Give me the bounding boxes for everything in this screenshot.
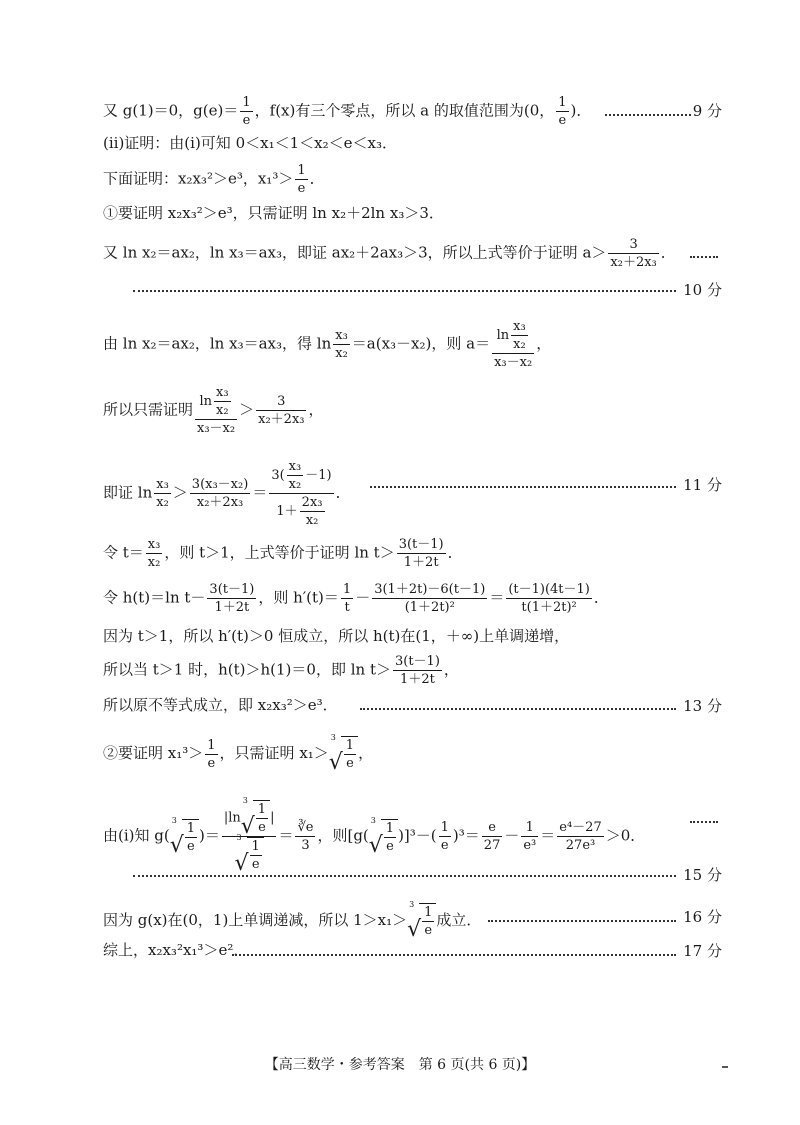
radicand xyxy=(419,903,436,939)
numerator xyxy=(269,458,333,493)
radical-sign: √ xyxy=(328,750,343,775)
numerator: 1 xyxy=(297,163,306,178)
fraction xyxy=(557,819,603,854)
ln-text: ln xyxy=(228,810,241,826)
text: ． xyxy=(660,243,676,262)
root-index: 3 xyxy=(370,815,376,825)
fraction xyxy=(222,796,277,876)
text: ＝ xyxy=(489,588,505,607)
inner-fraction xyxy=(300,494,325,529)
fraction xyxy=(608,236,658,271)
text: ＞ xyxy=(239,400,255,419)
fraction xyxy=(256,393,306,428)
text: ，则 t＞1，上式等价于证明 ln t＞ xyxy=(164,543,395,562)
line-9 xyxy=(103,536,727,571)
fraction xyxy=(295,162,307,197)
root-index: 3 xyxy=(242,796,248,805)
denominator: e xyxy=(422,921,434,939)
denominator: e xyxy=(240,111,252,129)
denominator: e xyxy=(185,837,197,855)
fraction xyxy=(341,581,353,616)
denominator: x₂ xyxy=(156,495,169,510)
denominator: e xyxy=(256,818,268,836)
radical-sign: √ xyxy=(368,832,383,858)
numerator: 3(t－1) xyxy=(209,582,255,597)
text: ＝ xyxy=(252,483,268,502)
denominator xyxy=(269,493,333,529)
denominator: x₂ xyxy=(513,337,526,352)
numerator: 3(t－1) xyxy=(398,537,444,552)
denominator: e xyxy=(384,837,396,855)
numerator: 1 xyxy=(186,820,196,836)
numerator: 1 xyxy=(251,839,260,854)
root-index: 3 xyxy=(236,833,242,842)
line-10 xyxy=(103,581,727,616)
cube-root xyxy=(169,815,199,858)
numerator: 3(x₃－x₂) xyxy=(191,477,249,492)
fraction xyxy=(195,384,237,437)
fraction xyxy=(154,476,171,511)
text: 成立． xyxy=(436,911,482,929)
fraction xyxy=(205,737,217,772)
page-footer: 【高三数学・参考答案 第 6 页(共 6 页)】 xyxy=(264,1057,536,1073)
numerator: x₃ xyxy=(335,328,348,343)
numerator: 3 xyxy=(277,394,286,409)
denominator: x₃－x₂ xyxy=(197,421,236,436)
radical-sign: √ xyxy=(240,814,255,839)
fraction xyxy=(333,327,350,362)
fraction xyxy=(269,458,333,529)
line-2: (ⅱ)证明：由(ⅰ)可知 0＜x₁＜1＜x₂＜e＜x₃． xyxy=(103,134,397,152)
denominator: x₂ xyxy=(300,511,325,529)
fraction xyxy=(146,536,163,571)
text: ②要证明 x₁³＞ xyxy=(103,744,204,762)
denominator: x₂＋2x₃ xyxy=(190,493,251,511)
numerator: x₃ xyxy=(288,459,302,474)
text: ． xyxy=(447,543,463,562)
numerator: 1 xyxy=(342,582,352,597)
text: 1＋ xyxy=(276,504,298,519)
fraction xyxy=(372,581,487,616)
denominator: e xyxy=(344,754,356,772)
denominator: e xyxy=(439,836,451,854)
fraction xyxy=(256,801,268,836)
fraction xyxy=(506,581,592,616)
cube-root xyxy=(407,900,436,942)
numerator: (t－1)(4t－1) xyxy=(508,582,590,597)
text: ， xyxy=(443,660,459,679)
numerator: x₃ xyxy=(216,385,229,400)
text: ， xyxy=(536,334,552,353)
text: ＞0． xyxy=(605,826,646,845)
denominator: x₃－x₂ xyxy=(494,355,533,370)
fraction xyxy=(482,819,503,854)
line-5 xyxy=(103,236,727,271)
text: )＝ xyxy=(199,826,220,845)
text: 又 g(1)＝0，g(e)＝ xyxy=(103,101,239,120)
radical-sign: √ xyxy=(169,832,184,858)
fraction xyxy=(384,820,396,855)
radicand xyxy=(247,837,264,873)
numerator: 2x₃ xyxy=(301,495,323,510)
fraction xyxy=(521,819,538,854)
inner-fraction xyxy=(511,318,528,353)
text: )]³－( xyxy=(398,826,437,845)
text: 因为 g(x)在(0，1)上单调递减，所以 1＞x₁＞ xyxy=(103,911,408,929)
numerator: 1 xyxy=(207,737,216,753)
denominator: e xyxy=(250,855,262,873)
radicand xyxy=(182,819,199,855)
denominator: x₂＋2x₃ xyxy=(610,255,657,270)
text: ，f(x)有三个零点，所以 a 的取值范围为(0， xyxy=(254,101,555,120)
numerator: 3(1＋2t)－6(t－1) xyxy=(374,582,486,597)
denominator: 1＋2t xyxy=(397,553,446,571)
numerator: 3(t－1) xyxy=(394,654,440,669)
dot-leader xyxy=(133,290,676,292)
line-7 xyxy=(103,384,727,437)
text: ，则[g( xyxy=(317,826,369,845)
numerator: 1 xyxy=(525,820,534,835)
radical-sign: √ xyxy=(407,917,422,942)
fraction xyxy=(250,838,262,873)
numerator: e xyxy=(488,820,496,835)
text: ， xyxy=(308,400,324,419)
text: 所以只需证明 xyxy=(103,400,194,419)
line-14 xyxy=(103,733,727,775)
fraction xyxy=(344,737,356,772)
numerator: 3 xyxy=(629,237,638,252)
denominator: t(1＋2t)² xyxy=(506,598,592,616)
line-4: ①要证明 x₂x₃²＞e³，只需证明 ln x₂＋2ln x₃＞3． xyxy=(103,204,444,222)
fraction xyxy=(240,94,252,129)
line-6 xyxy=(103,318,727,371)
ln-text: ln xyxy=(496,328,510,343)
text: ＞ xyxy=(172,483,188,502)
text: － xyxy=(504,826,520,845)
text: － xyxy=(355,588,371,607)
line-1 xyxy=(103,94,727,129)
line-8 xyxy=(103,458,727,529)
text: －1) xyxy=(305,468,332,483)
dot-leader xyxy=(133,875,676,877)
dot-leader xyxy=(360,708,676,710)
denominator: 1＋2t xyxy=(393,670,442,688)
dot-leader xyxy=(605,114,691,116)
radicand xyxy=(381,819,398,855)
cube-root xyxy=(328,733,358,775)
cube-root xyxy=(368,815,398,858)
numerator: 1 xyxy=(558,95,567,110)
ln-text: ln xyxy=(199,394,213,409)
numerator: x₃ xyxy=(147,537,161,552)
text: 所以当 t＞1 时，h(t)＞h(1)＝0，即 ln t＞ xyxy=(103,660,391,679)
root-index: 3 xyxy=(409,900,415,909)
fraction xyxy=(295,819,315,854)
text: 令 h(t)＝ln t－ xyxy=(103,588,206,607)
scan-mark xyxy=(722,1066,728,1068)
denominator: e xyxy=(556,111,568,129)
numerator: e⁴－27 xyxy=(559,820,602,835)
denominator: (1＋2t)² xyxy=(372,598,487,616)
cube-root xyxy=(234,833,264,876)
denominator: 27 xyxy=(483,838,501,853)
numerator: |ln 3 √ $\frac{1}{e}$ | xyxy=(222,800,277,836)
denominator: x₂ xyxy=(335,346,348,361)
numerator: x₃ xyxy=(513,319,526,334)
text: )³＝ xyxy=(452,826,480,845)
root-index: 3 xyxy=(171,815,177,825)
radical-sign: √ xyxy=(234,851,249,876)
score-9: 9 分 xyxy=(692,102,722,120)
score-16: 16 分 xyxy=(683,908,722,926)
numerator: 1 xyxy=(242,95,251,110)
text: ，则 h′(t)＝ xyxy=(258,588,339,607)
fraction xyxy=(397,536,446,571)
score-15: 15 分 xyxy=(683,866,722,884)
line-13: 所以原不等式成立，即 x₂x₃²＞e³． xyxy=(103,696,338,714)
dot-leader xyxy=(370,486,676,488)
denominator: t xyxy=(341,598,353,616)
fraction xyxy=(556,94,568,129)
numerator xyxy=(195,384,237,419)
numerator: 1 xyxy=(385,820,395,836)
text: ＝ xyxy=(540,826,556,845)
text: ＝ xyxy=(278,826,294,845)
fraction xyxy=(492,318,534,371)
score-10: 10 分 xyxy=(683,281,722,299)
dot-leader xyxy=(488,920,676,922)
text: 即证 ln xyxy=(103,483,153,502)
text: 令 t＝ xyxy=(103,543,144,562)
numerator: 1 xyxy=(440,820,449,835)
dot-leader xyxy=(690,821,718,823)
denominator: e³ xyxy=(523,838,537,853)
dot-leader xyxy=(232,954,676,956)
text: )． xyxy=(570,101,592,120)
fraction xyxy=(393,653,442,688)
fraction xyxy=(207,581,256,616)
numerator: 1 xyxy=(257,802,267,817)
dot-leader xyxy=(690,256,718,258)
text: ，只需证明 x₁＞ xyxy=(219,744,329,762)
denominator: 3 xyxy=(295,836,315,854)
fraction xyxy=(422,904,434,939)
text: 3( xyxy=(271,468,285,483)
denominator: 27e³ xyxy=(557,836,603,854)
denominator: x₂ xyxy=(147,555,161,570)
denominator: x₂＋2x₃ xyxy=(258,412,305,427)
fraction xyxy=(190,476,251,511)
inner-fraction xyxy=(287,458,304,493)
text: ． xyxy=(593,588,609,607)
text: ＝a(x₃－x₂)，则 a＝ xyxy=(351,334,491,353)
fraction xyxy=(439,819,451,854)
fraction xyxy=(185,820,197,855)
denominator: 1＋2t xyxy=(207,598,256,616)
numerator: 1 xyxy=(424,905,433,920)
text: 又 ln x₂＝ax₂，ln x₃＝ax₃，即证 ax₂＋2ax₃＞3，所以上式等价于证明 a＞ xyxy=(103,243,607,262)
text: 由 ln x₂＝ax₂，ln x₃＝ax₃，得 ln xyxy=(103,334,332,353)
score-17: 17 分 xyxy=(683,942,722,960)
inner-fraction xyxy=(214,384,231,419)
denominator: e xyxy=(295,179,307,197)
radicand xyxy=(341,736,358,772)
text: 由(ⅰ)知 g( xyxy=(103,826,170,845)
text: 下面证明：x₂x₃²＞e³，x₁³＞ xyxy=(103,169,294,188)
score-11: 11 分 xyxy=(683,476,722,494)
numerator: ∛e xyxy=(297,820,314,835)
line-12 xyxy=(103,653,727,688)
denominator: x₂ xyxy=(288,477,302,492)
denominator xyxy=(222,833,277,876)
text: ． xyxy=(309,169,325,188)
text: ． xyxy=(335,483,351,502)
denominator: x₂ xyxy=(216,403,229,418)
radicand xyxy=(253,800,270,836)
numerator xyxy=(492,318,534,353)
line-3 xyxy=(103,162,727,197)
numerator: 1 xyxy=(345,738,355,753)
numerator: x₃ xyxy=(156,477,169,492)
text: ， xyxy=(358,744,374,762)
denominator: e xyxy=(205,754,217,772)
root-index: 3 xyxy=(330,733,336,742)
line-11: 因为 t＞1，所以 h′(t)＞0 恒成立，所以 h(t)在(1，＋∞)上单调递增， xyxy=(103,627,570,645)
line-17: 综上，x₂x₃²x₁³＞e²． xyxy=(103,941,249,959)
score-13: 13 分 xyxy=(683,697,722,715)
